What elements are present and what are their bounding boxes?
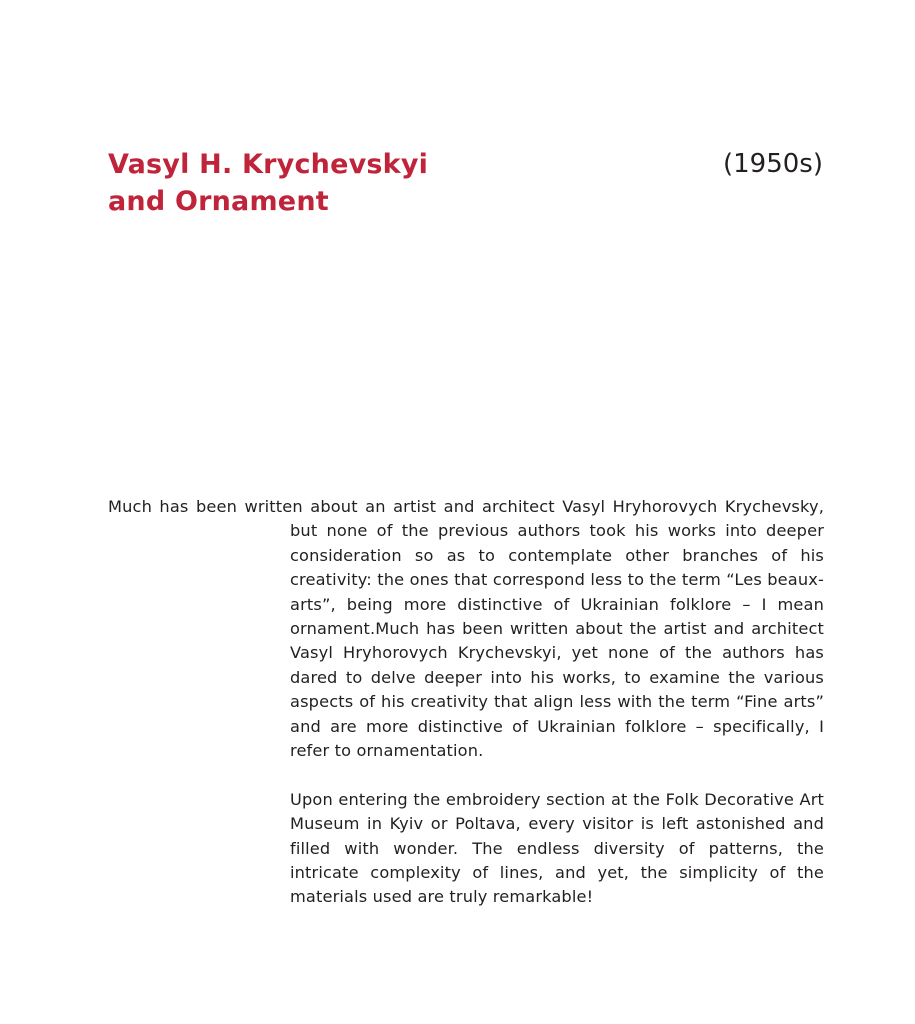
body-paragraph-1: Much has been written about an artist and architect Vasyl Hryhorovych Krychevsky, but none of the previous authors took his works into deeper consideration so as to contemplate other branches of his creativity: the ones that correspond less to the term “Les beaux-arts”, being more distinctive of Ukrainian folklore – I mean ornament.Much has been written about the artist and architect Vasyl Hryhorovych Krychevskyi, yet none of the authors has dared to delve deeper into his works, to examine the various aspects of his creativity that align less with the term “Fine arts” and are more distinctive of Ukrainian folklore – specifically, I refer to ornamentation. — [108, 497, 824, 761]
chapter-date: (1950s) — [722, 149, 823, 179]
chapter-title-line-1: Vasyl H. Krychevskyi — [108, 149, 429, 180]
chapter-title — [108, 146, 428, 220]
body-text — [108, 495, 824, 910]
body-paragraph-2: Upon entering the embroidery section at the Folk Decorative Art Museum in Kyiv or Poltava, every visitor is left astonished and filled with wonder. The endless diversity of patterns, the intricate complexity of lines, and yet, the simplicity of the materials used are truly remarkable! — [290, 789, 824, 907]
chapter-title-line-2: and Ornament — [108, 186, 329, 217]
